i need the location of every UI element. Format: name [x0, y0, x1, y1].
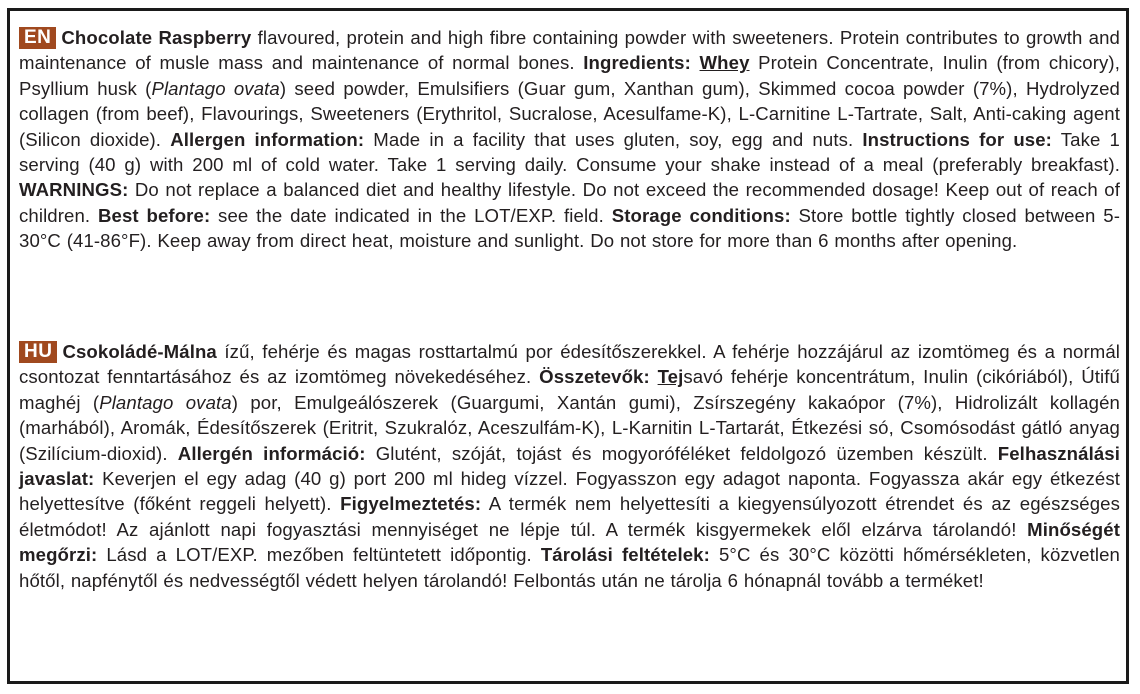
language-badge-en: EN	[19, 27, 56, 49]
best-before-heading: Best before:	[98, 204, 211, 226]
allergen-heading: Allergén információ:	[177, 442, 366, 464]
allergen-text: Made in a facility that uses gluten, soy, egg and nuts.	[364, 128, 863, 150]
ingredients-text-continued: ) por, Emulgeálószerek (Guargumi, Xantán gumi), Zsírszegény kakaópor (7%), Hidrolizált kollagén (marhából), Aromák, Édesítőszerek (Eritrit, Szukralóz, Aceszulfám-K), L-Karnitin L-Tartarát, Étkezési só, Csomósodást gátló anyag (Szilícium-dioxid).	[19, 391, 1120, 464]
ingredient-latin-name: Plantago ovata	[99, 391, 232, 413]
storage-heading: Storage conditions:	[611, 204, 791, 226]
product-description: ízű, fehérje és magas rosttartalmú por édesítőszerekkel. A fehérje hozzájárul az izomtömeg és a normál csontozat fenntartásához és az izomtömeg növekedéséhez.	[19, 341, 1120, 388]
best-before-text: see the date indicated in the LOT/EXP. field.	[210, 204, 612, 226]
product-name: Csokoládé-Málna	[62, 341, 217, 362]
storage-text: Store bottle tightly closed between 5-30°C (41-86°F). Keep away from direct heat, moisture and sunlight. Do not store for more than 6 months after opening.	[19, 204, 1120, 252]
allergen-heading: Allergen information:	[170, 128, 365, 150]
instructions-heading: Instructions for use:	[862, 128, 1052, 150]
instructions-heading: Felhasználási javaslat:	[19, 442, 1120, 490]
english-section	[19, 25, 1120, 254]
ingredients-text: Protein Concentrate, Inulin (from chicory), Psyllium husk (	[19, 52, 1120, 99]
allergen-ingredient: Whey	[699, 52, 750, 74]
warnings-text: Do not replace a balanced diet and healthy lifestyle. Do not exceed the recommended dosage! Keep out of reach of children.	[19, 179, 1120, 226]
hungarian-section	[19, 339, 1120, 593]
ingredients-text: savó fehérje koncentrátum, Inulin (cikóriából), Útifű maghéj (	[19, 366, 1120, 413]
language-badge-hu: HU	[19, 341, 57, 363]
warnings-heading: Figyelmeztetés:	[340, 493, 482, 515]
product-name: Chocolate Raspberry	[61, 27, 252, 48]
product-description: flavoured, protein and high fibre containing powder with sweeteners. Protein contributes to growth and maintenance of musle mass and maintenance of normal bones.	[19, 27, 1120, 74]
best-before-heading: Minőségét megőrzi:	[19, 518, 1120, 566]
storage-heading: Tárolási feltételek:	[540, 544, 710, 566]
warnings-text: A termék nem helyettesíti a kiegyensúlyozott étrendet és az egészséges életmódot! Az ajánlott napi fogyasztási mennyiséget ne lépje túl. A termék kisgyermekek elől elzárva tárolandó!	[19, 493, 1120, 540]
ingredients-heading: Ingredients:	[583, 52, 700, 74]
allergen-ingredient: Tej	[657, 366, 684, 388]
product-label	[7, 8, 1129, 684]
instructions-text: Take 1 serving (40 g) with 200 ml of cold water. Take 1 serving daily. Consume your shake instead of a meal (preferably breakfast).	[19, 128, 1120, 176]
best-before-text: Lásd a LOT/EXP. mezőben feltüntetett időpontig.	[97, 544, 541, 566]
ingredient-latin-name: Plantago ovata	[151, 77, 280, 99]
ingredients-text-continued: ) seed powder, Emulsifiers (Guar gum, Xanthan gum), Skimmed cocoa powder (7%), Hydrolyzed collagen (from beef), Flavourings, Sweeteners (Erythritol, Sucralose, Acesulfame-K), L-Carnitine L-Tartrate, Salt, Anti-caking agent (Silicon dioxide).	[19, 77, 1120, 150]
allergen-text: Glutént, szóját, tojást és mogyoróféléket feldolgozó üzemben készült.	[365, 442, 998, 464]
instructions-text: Keverjen el egy adag (40 g) port 200 ml hideg vízzel. Fogyasszon egy adagot naponta. Fogyassza akár egy étkezést helyettesítve (főként reggeli helyett).	[19, 468, 1120, 515]
ingredients-heading: Összetevők:	[539, 366, 658, 388]
warnings-heading: WARNINGS:	[19, 179, 129, 201]
storage-text: 5°C és 30°C közötti hőmérsékleten, közvetlen hőtől, napfénytől és nedvességtől védett helyen tárolandó! Felbontás után ne tárolja 6 hónapnál tovább a terméket!	[19, 544, 1120, 591]
